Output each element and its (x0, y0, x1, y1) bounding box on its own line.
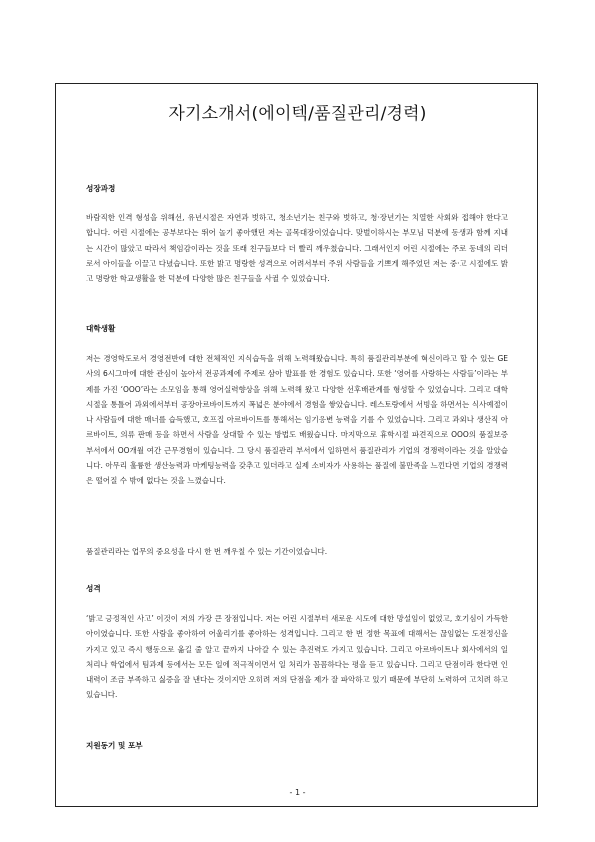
document-title: 자기소개서(에이텍/품질관리/경력) (168, 104, 427, 124)
section-paragraph-college: 저는 경영학도로서 경영전반에 대한 전체적인 지식습득을 위해 노력해왔습니다. 특히 품질관리부분에 혁신이라고 할 수 있는 GE사의 6시그마에 대한 관심이 높아서 전공과제에 주제로 삼아 발표를 한 경험도 있습니다. 또한 ‘영어를 사랑하는 사람들’이라는 부제를 가진 ‘OOO’라는 소모임을 통해 영어실력향상을 위해 노력해 왔고 다양한 선후배관계를 형성할 수 있었습니다. 그리고 대학시절을 통틀어 과외에서부터 공장아르바이트까지 폭넓은 분야에서 경험을 쌓았습니다. 레스토랑에서 서빙을 하면서는 식사예절이나 사람들에 대한 매너를 습득했고, 호프집 아르바이트를 통해서는 임기응변 능력을 기를 수 있었습니다. 그리고 과외나 생산직 아르바이트, 의류 판매 등을 하면서 사람을 상대할 수 있는 방법도 배웠습니다. 마지막으로 휴학시절 파견직으로 OOO의 품질보증 부서에서 OO개월 여간 근무경험이 있습니다. 그 당시 품질관리 부서에서 일하면서 품질관리가 기업의 경쟁력이라는 것을 알았습니다. 아무리 훌륭한 생산능력과 마케팅능력을 갖추고 있더라고 실제 소비자가 사용하는 품질에 불만족을 느낀다면 기업의 경쟁력은 떨어질 수 밖에 없다는 것을 느꼈습니다. (86, 354, 508, 486)
section-heading-college: 대학생활 (86, 324, 116, 333)
section-heading-personality: 성격 (86, 584, 101, 593)
section-heading-motivation: 지원동기 및 포부 (86, 741, 143, 750)
section-paragraph-personality: ‘밝고 긍정적인 사고’ 이것이 저의 가장 큰 장점입니다. 저는 어린 시절부터 새로운 시도에 대한 망설임이 없었고, 호기심이 가득한 아이였습니다. 또한 사람을 좋아하여 어울리기를 좋아하는 성격입니다. 그리고 한 번 정한 목표에 대해서는 끊임없는 도전정신을 가지고 있고 즉시 행동으로 옮길 줄 알고 끝까지 나아갈 수 있는 추진력도 가지고 있습니다. 그리고 아르바이트나 회사에서의 일 처리나 학업에서 팀과제 등에서는 모든 일에 적극적이면서 일 처리가 꼼꼼하다는 평을 듣고 있습니다. 그리고 단점이라 한다면 인내력이 조금 부족하고 싫증을 잘 낸다는 것이지만 오히려 저의 단점을 제가 잘 파악하고 있기 때문에 부단히 노력하여 고치려 하고 있습니다. (86, 614, 508, 700)
section-paragraph-college-closing: 품질관리라는 업무의 중요성을 다시 한 번 깨우칠 수 있는 기간이었습니다. (86, 547, 328, 556)
page-number: - 1 - (289, 788, 306, 797)
section-heading-growth: 성장과정 (86, 184, 116, 193)
section-paragraph-growth: 바람직한 인격 형성을 위해선, 유년시절은 자연과 벗하고, 청소년기는 친구와 벗하고, 청·장년기는 치열한 사회와 접해야 한다고 합니다. 어린 시절에는 공부보다는 뛰어 놀기 좋아했던 저는 골목대장이었습니다. 맞벌이하시는 부모님 덕분에 동생과 함께 지내는 시간이 많았고 따라서 책임감이라는 것을 또래 친구들보다 더 빨리 깨우쳤습니다. 그래서인지 어린 시절에는 주로 동네의 리더로서 아이들을 이끌고 다녔습니다. 또한 밝고 명랑한 성격으로 어려서부터 주위 사람들을 기쁘게 해주었던 저는 중·고 시절에도 밝고 명랑한 학교생활을 한 덕분에 다양한 많은 친구들을 사귈 수 있었습니다. (86, 213, 508, 284)
